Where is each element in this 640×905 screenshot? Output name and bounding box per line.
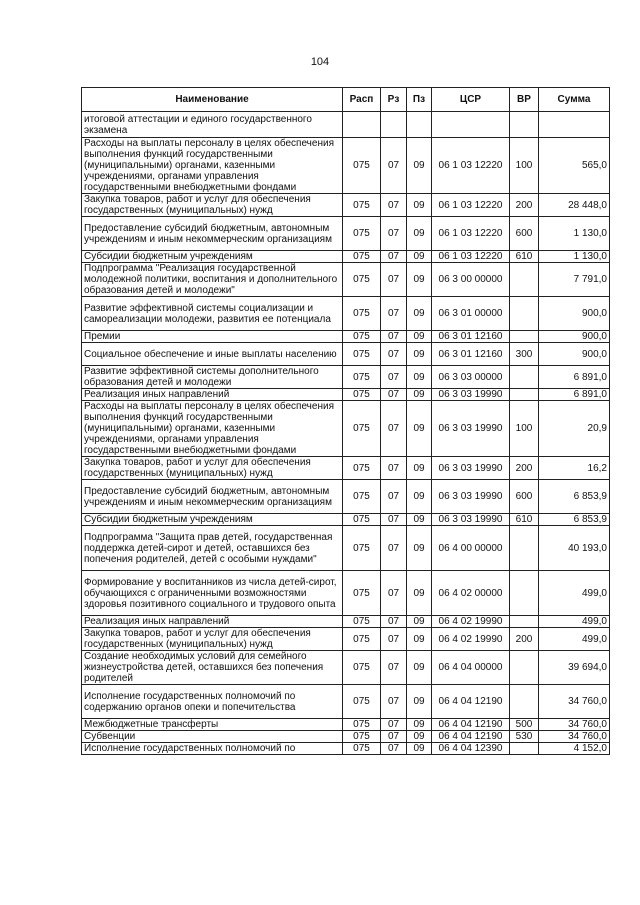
row-rz: 07 xyxy=(381,628,407,651)
row-rasp: 075 xyxy=(343,514,381,526)
row-sum: 499,0 xyxy=(539,628,610,651)
row-sum: 1 130,0 xyxy=(539,217,610,251)
row-vr: 200 xyxy=(510,457,539,480)
row-vr: 530 xyxy=(510,731,539,743)
row-name: Подпрограмма "Защита прав детей, государственная поддержка детей-сирот и детей, оставшихся без попечения родителей, детей с особыми нуждами" xyxy=(82,526,343,571)
row-rz: 07 xyxy=(381,743,407,755)
row-rasp: 075 xyxy=(343,616,381,628)
column-header-sum: Сумма xyxy=(539,88,610,112)
column-header-pz: Пз xyxy=(407,88,432,112)
row-csr: 06 3 03 19990 xyxy=(432,514,510,526)
row-pz: 09 xyxy=(407,571,432,616)
row-vr xyxy=(510,571,539,616)
row-rasp: 075 xyxy=(343,366,381,389)
table-row xyxy=(82,343,610,366)
row-csr: 06 3 03 19990 xyxy=(432,389,510,401)
row-rz: 07 xyxy=(381,343,407,366)
row-csr: 06 3 01 12160 xyxy=(432,343,510,366)
row-csr: 06 3 03 00000 xyxy=(432,366,510,389)
row-vr: 100 xyxy=(510,401,539,457)
row-vr: 600 xyxy=(510,480,539,514)
row-rasp: 075 xyxy=(343,571,381,616)
table-row xyxy=(82,731,610,743)
row-name: Субсидии бюджетным учреждениям xyxy=(82,251,343,263)
row-name: Развитие эффективной системы дополнительного образования детей и молодежи xyxy=(82,366,343,389)
row-pz: 09 xyxy=(407,217,432,251)
row-sum: 7 791,0 xyxy=(539,263,610,297)
row-name: Формирование у воспитанников из числа детей-сирот, обучающихся с ограниченными возможностями здоровья позитивного социального и трудового опыта xyxy=(82,571,343,616)
row-rz: 07 xyxy=(381,731,407,743)
row-csr: 06 4 02 00000 xyxy=(432,571,510,616)
row-pz: 09 xyxy=(407,628,432,651)
row-vr: 200 xyxy=(510,194,539,217)
row-rasp: 075 xyxy=(343,743,381,755)
row-name: Закупка товаров, работ и услуг для обеспечения государственных (муниципальных) нужд xyxy=(82,628,343,651)
row-pz: 09 xyxy=(407,366,432,389)
row-pz: 09 xyxy=(407,331,432,343)
row-sum: 28 448,0 xyxy=(539,194,610,217)
row-vr: 600 xyxy=(510,217,539,251)
table-row xyxy=(82,480,610,514)
row-sum: 900,0 xyxy=(539,297,610,331)
row-pz: 09 xyxy=(407,297,432,331)
row-pz: 09 xyxy=(407,731,432,743)
row-vr xyxy=(510,112,539,138)
row-rz xyxy=(381,112,407,138)
row-csr: 06 3 03 19990 xyxy=(432,457,510,480)
row-rasp: 075 xyxy=(343,194,381,217)
row-vr xyxy=(510,389,539,401)
table-row xyxy=(82,297,610,331)
column-header-csr: ЦСР xyxy=(432,88,510,112)
row-vr: 610 xyxy=(510,251,539,263)
row-csr: 06 1 03 12220 xyxy=(432,217,510,251)
row-rz: 07 xyxy=(381,251,407,263)
table-row xyxy=(82,194,610,217)
row-rasp: 075 xyxy=(343,217,381,251)
row-csr: 06 1 03 12220 xyxy=(432,251,510,263)
row-name: Предоставление субсидий бюджетным, автономным учреждениям и иным некоммерческим организациям xyxy=(82,480,343,514)
row-name: Подпрограмма "Реализация государственной молодежной политики, воспитания и дополнительного образования детей и молодежи" xyxy=(82,263,343,297)
table-row xyxy=(82,389,610,401)
row-rasp: 075 xyxy=(343,251,381,263)
column-header-rz: Рз xyxy=(381,88,407,112)
row-rasp: 075 xyxy=(343,457,381,480)
row-pz: 09 xyxy=(407,251,432,263)
table-row xyxy=(82,719,610,731)
row-sum: 34 760,0 xyxy=(539,719,610,731)
row-sum: 6 891,0 xyxy=(539,366,610,389)
row-sum: 4 152,0 xyxy=(539,743,610,755)
row-sum: 40 193,0 xyxy=(539,526,610,571)
row-csr: 06 4 00 00000 xyxy=(432,526,510,571)
row-rz: 07 xyxy=(381,685,407,719)
row-name: Социальное обеспечение и иные выплаты населению xyxy=(82,343,343,366)
row-sum: 499,0 xyxy=(539,571,610,616)
row-rz: 07 xyxy=(381,138,407,194)
row-pz: 09 xyxy=(407,743,432,755)
row-csr xyxy=(432,112,510,138)
row-rasp: 075 xyxy=(343,731,381,743)
row-vr xyxy=(510,331,539,343)
row-csr: 06 4 04 00000 xyxy=(432,651,510,685)
column-header-rasp: Расп xyxy=(343,88,381,112)
table-row xyxy=(82,366,610,389)
row-rz: 07 xyxy=(381,616,407,628)
row-csr: 06 4 04 12190 xyxy=(432,685,510,719)
row-name: Реализация иных направлений xyxy=(82,616,343,628)
row-sum xyxy=(539,112,610,138)
row-rz: 07 xyxy=(381,389,407,401)
table-row xyxy=(82,685,610,719)
row-csr: 06 4 02 19990 xyxy=(432,628,510,651)
row-rasp: 075 xyxy=(343,138,381,194)
row-rz: 07 xyxy=(381,194,407,217)
row-pz: 09 xyxy=(407,389,432,401)
row-csr: 06 3 00 00000 xyxy=(432,263,510,297)
row-sum: 6 891,0 xyxy=(539,389,610,401)
row-rz: 07 xyxy=(381,331,407,343)
row-sum: 34 760,0 xyxy=(539,731,610,743)
row-name: Субсидии бюджетным учреждениям xyxy=(82,514,343,526)
row-rz: 07 xyxy=(381,263,407,297)
row-sum: 6 853,9 xyxy=(539,480,610,514)
row-vr xyxy=(510,526,539,571)
row-sum: 900,0 xyxy=(539,331,610,343)
column-header-vr: ВР xyxy=(510,88,539,112)
row-pz: 09 xyxy=(407,343,432,366)
row-name: Реализация иных направлений xyxy=(82,389,343,401)
row-vr xyxy=(510,651,539,685)
row-rz: 07 xyxy=(381,514,407,526)
row-rasp: 075 xyxy=(343,651,381,685)
row-rz: 07 xyxy=(381,457,407,480)
row-rasp: 075 xyxy=(343,719,381,731)
row-pz: 09 xyxy=(407,138,432,194)
row-sum: 20,9 xyxy=(539,401,610,457)
table-row xyxy=(82,651,610,685)
row-sum: 900,0 xyxy=(539,343,610,366)
row-rz: 07 xyxy=(381,571,407,616)
row-name: Развитие эффективной системы социализации и самореализации молодежи, развития ее потенциала xyxy=(82,297,343,331)
row-vr xyxy=(510,616,539,628)
row-rz: 07 xyxy=(381,480,407,514)
row-rz: 07 xyxy=(381,719,407,731)
row-pz: 09 xyxy=(407,401,432,457)
row-pz: 09 xyxy=(407,651,432,685)
table-row xyxy=(82,457,610,480)
row-csr: 06 4 02 19990 xyxy=(432,616,510,628)
row-sum: 1 130,0 xyxy=(539,251,610,263)
row-sum: 34 760,0 xyxy=(539,685,610,719)
table-row xyxy=(82,743,610,755)
row-pz: 09 xyxy=(407,526,432,571)
row-name: Создание необходимых условий для семейного жизнеустройства детей, оставшихся без попечения родителей xyxy=(82,651,343,685)
row-name: Закупка товаров, работ и услуг для обеспечения государственных (муниципальных) нужд xyxy=(82,457,343,480)
row-name: Исполнение государственных полномочий по xyxy=(82,743,343,755)
row-pz: 09 xyxy=(407,457,432,480)
row-name: Премии xyxy=(82,331,343,343)
table-row xyxy=(82,251,610,263)
row-rz: 07 xyxy=(381,366,407,389)
row-rasp: 075 xyxy=(343,685,381,719)
row-vr: 500 xyxy=(510,719,539,731)
row-pz: 09 xyxy=(407,263,432,297)
table-row xyxy=(82,331,610,343)
row-rasp: 075 xyxy=(343,263,381,297)
row-csr: 06 3 03 19990 xyxy=(432,480,510,514)
row-csr: 06 4 04 12390 xyxy=(432,743,510,755)
row-pz xyxy=(407,112,432,138)
table-row xyxy=(82,514,610,526)
row-csr: 06 4 04 12190 xyxy=(432,719,510,731)
table-row xyxy=(82,401,610,457)
row-rasp: 075 xyxy=(343,331,381,343)
column-header-name: Наименование xyxy=(82,88,343,112)
table-row xyxy=(82,628,610,651)
table-row xyxy=(82,138,610,194)
row-name: Расходы на выплаты персоналу в целях обеспечения выполнения функций государственными (муниципальными) органами, казенными учреждениями, органами управления государственными внебюджетными фондами xyxy=(82,138,343,194)
row-csr: 06 4 04 12190 xyxy=(432,731,510,743)
row-rz: 07 xyxy=(381,297,407,331)
row-name: Предоставление субсидий бюджетным, автономным учреждениям и иным некоммерческим организациям xyxy=(82,217,343,251)
row-csr: 06 3 01 12160 xyxy=(432,331,510,343)
row-csr: 06 3 03 19990 xyxy=(432,401,510,457)
table-row xyxy=(82,616,610,628)
row-pz: 09 xyxy=(407,719,432,731)
row-rasp: 075 xyxy=(343,401,381,457)
row-pz: 09 xyxy=(407,480,432,514)
row-name: итоговой аттестации и единого государственного экзамена xyxy=(82,112,343,138)
row-sum: 565,0 xyxy=(539,138,610,194)
row-vr xyxy=(510,297,539,331)
row-vr xyxy=(510,263,539,297)
row-rz: 07 xyxy=(381,217,407,251)
row-sum: 16,2 xyxy=(539,457,610,480)
row-rasp: 075 xyxy=(343,480,381,514)
row-vr: 610 xyxy=(510,514,539,526)
page-number: 104 xyxy=(310,56,330,68)
row-rasp: 075 xyxy=(343,389,381,401)
row-name: Расходы на выплаты персоналу в целях обеспечения выполнения функций государственными (муниципальными) органами, казенными учреждениями, органами управления государственными внебюджетными фондами xyxy=(82,401,343,457)
table-row xyxy=(82,571,610,616)
table-row xyxy=(82,263,610,297)
row-rasp: 075 xyxy=(343,628,381,651)
budget-table xyxy=(81,87,610,755)
row-vr: 200 xyxy=(510,628,539,651)
row-csr: 06 1 03 12220 xyxy=(432,138,510,194)
row-pz: 09 xyxy=(407,514,432,526)
row-rasp xyxy=(343,112,381,138)
row-sum: 39 694,0 xyxy=(539,651,610,685)
row-vr xyxy=(510,743,539,755)
row-pz: 09 xyxy=(407,685,432,719)
row-vr xyxy=(510,366,539,389)
row-sum: 6 853,9 xyxy=(539,514,610,526)
row-vr: 300 xyxy=(510,343,539,366)
table-row xyxy=(82,526,610,571)
row-name: Субвенции xyxy=(82,731,343,743)
row-vr: 100 xyxy=(510,138,539,194)
row-csr: 06 1 03 12220 xyxy=(432,194,510,217)
row-rz: 07 xyxy=(381,401,407,457)
row-name: Закупка товаров, работ и услуг для обеспечения государственных (муниципальных) нужд xyxy=(82,194,343,217)
row-pz: 09 xyxy=(407,616,432,628)
row-rasp: 075 xyxy=(343,526,381,571)
table-row xyxy=(82,217,610,251)
row-rasp: 075 xyxy=(343,297,381,331)
row-csr: 06 3 01 00000 xyxy=(432,297,510,331)
row-sum: 499,0 xyxy=(539,616,610,628)
row-rz: 07 xyxy=(381,526,407,571)
row-name: Исполнение государственных полномочий по содержанию органов опеки и попечительства xyxy=(82,685,343,719)
row-rasp: 075 xyxy=(343,343,381,366)
table-row xyxy=(82,112,610,138)
row-name: Межбюджетные трансферты xyxy=(82,719,343,731)
row-rz: 07 xyxy=(381,651,407,685)
row-vr xyxy=(510,685,539,719)
table-header-row xyxy=(82,88,610,112)
row-pz: 09 xyxy=(407,194,432,217)
